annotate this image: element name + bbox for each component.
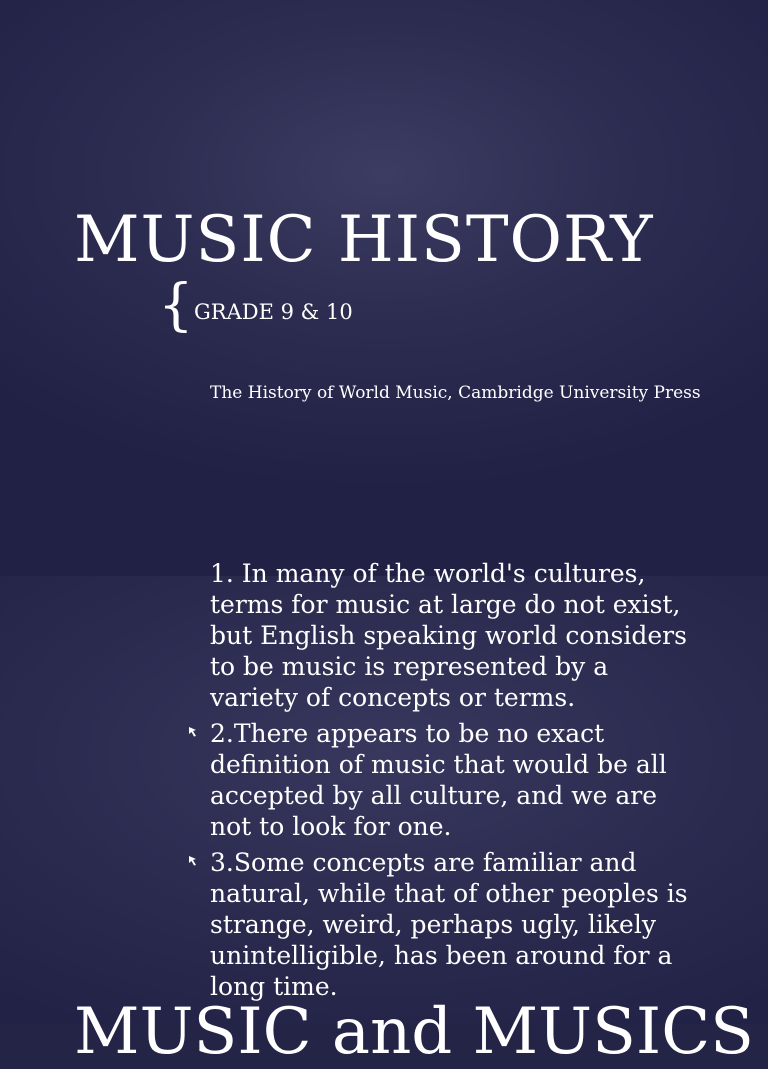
next-slide-title: MUSIC and MUSICS — [74, 995, 754, 1069]
source-citation: The History of World Music, Cambridge University Press — [210, 383, 701, 403]
brace-icon: { — [158, 273, 194, 338]
bullet-text: 2.There appears to be no exact definition of music that would be all accepted by all culture, and we are not to look for one. — [210, 719, 667, 841]
bullet-text: 3.Some concepts are familiar and natural, while that of other peoples is strange, weird, perhaps ugly, likely unintelligible, has been around for a long time. — [210, 848, 688, 1001]
bullet-item — [210, 718, 700, 842]
bullet-text: 1. In many of the world's cultures, terms for music at large do not exist, but English speaking world considers to be music is represented by a variety of concepts or terms. — [210, 559, 687, 712]
bullet-item — [210, 847, 700, 1002]
bullet-list — [210, 558, 700, 1007]
content-slide — [0, 559, 768, 1069]
arrow-bullet-icon — [188, 726, 197, 737]
slide-subtitle: GRADE 9 & 10 — [194, 300, 353, 324]
bullet-item — [210, 558, 700, 713]
arrow-bullet-icon — [188, 855, 197, 866]
slide-title: MUSIC HISTORY — [74, 203, 654, 277]
